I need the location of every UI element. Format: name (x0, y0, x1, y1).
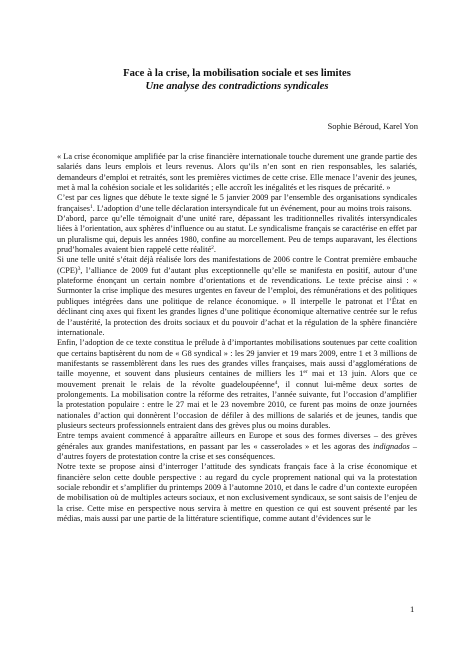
page-number: 1 (410, 604, 415, 614)
text-span: – d’autres foyers de protestation contre la crise et ses conséquences. (57, 441, 417, 461)
italic-term: indignados (372, 441, 410, 451)
text-span: Si une telle unité s’était déjà réalisée lors des manifestations de 2006 contre le Contrat première embauche (CPE) (57, 255, 417, 275)
paper-subtitle: Une analyse des contradictions syndicales (145, 81, 329, 92)
footnote-ref[interactable]: 1 (89, 203, 93, 210)
text-span: C’est par ces lignes que débute le texte signé le 5 janvier 2009 par l’ensemble des organisations syndicales françaises (57, 193, 417, 213)
paragraph: Notre texte se propose ainsi d’interroger l’attitude des syndicats français face à la crise économique et financière selon cette double perspective : au regard du cycle proprement national qui va la protestation sociale rebondir et s’amplifier du printemps 2009 à l’automne 2010, et dans le cadre d’un contexte européen de mobilisation où de multiples acteurs sociaux, et non exclusivement syndicaux, se sont saisis de l’enjeu de la crise. Cette mise en perspective nous servira à mettre en question ce qui est souvent présenté par les médias, mais aussi par une partie de la littérature scientifique, comme autant d’évidences sur le (57, 462, 417, 524)
text-span: , il connut lui-même deux sortes de prolongements. La mobilisation contre la réforme des retraites, l’année suivante, fut l’occasion d’amplifier la protestation populaire : entre le 27 mai et le 23 novembre 2010, ce furent pas moins de onze journées nationales d’action qui donnèrent l’occasion de défiler à des millions de salariés et de jeunes, tandis que plusieurs secteurs professionnels entraient dans des grèves plus ou moins durables. (57, 379, 417, 430)
text-span: . (213, 245, 216, 255)
authors: Sophie Béroud, Karel Yon (327, 121, 418, 131)
title-block (0, 67, 474, 93)
footnote-ref[interactable]: 2 (211, 245, 214, 252)
text-span: Entre temps avaient commencé à apparaître ailleurs en Europe et sous des formes diverses – des grèves générales aux grandes manifestations, en passant par les « casserolades » et les agoras des (57, 431, 417, 451)
text-span: , l’alliance de 2009 fut d’autant plus exceptionnelle qu’elle se manifesta en positif, autour d’une plateforme énonçant un certain nombre d’orientations et de revendications. Le texte précise ainsi : « Surmonter la crise implique des mesures urgentes en faveur de l’emploi, des rémunérations et des politiques publiques intégrées dans une politique de relance économique. » Il interpelle le patronat et l’État en déclinant cinq axes qui fixent les grandes lignes d’une politique économique alternative centrée sur le refus de l’austérité, la protection des droits sociaux et du pouvoir d’achat et la régulation de la sphère financière internationale. (57, 265, 417, 337)
body-text (57, 152, 417, 524)
ordinal-superscript: er (303, 369, 308, 376)
text-span: Enfin, l’adoption de ce texte constitua le prélude à d’importantes mobilisations soutenues par cette coalition que certains baptisèrent du nom de « G8 syndical » : les 29 janvier et 19 mars 2009, entre 1 et 3 millions de manifestants se rassemblèrent dans les rues des grandes villes françaises, mais aussi d’agglomérations de taille moyenne, et souvent dans plusieurs centaines de milliers les 1 (57, 338, 417, 379)
paragraph-quote: « La crise économique amplifiée par la crise financière internationale touche durement une grande partie des salariés dans leurs emplois et leurs revenus. Alors qu’ils n’en sont en rien responsables, les salariés, demandeurs d’emploi et retraités, sont les premières victimes de cette crise. Elle menace l’avenir des jeunes, met à mal la cohésion sociale et les solidarités ; elle accroît les inégalités et les risques de précarité. » (57, 152, 417, 193)
footnote-ref[interactable]: 4 (274, 379, 278, 386)
paragraph (57, 214, 417, 255)
footnote-ref[interactable]: 3 (77, 265, 81, 272)
paragraph (57, 338, 417, 431)
text-span: . L’adoption d’une telle déclaration intersyndicale fut un événement, pour au moins trois raisons. (92, 203, 412, 213)
paragraph (57, 255, 417, 338)
text-span: mai et 13 juin. Alors que ce mouvement prenait le relais de la révolte guadeloupéenne (57, 369, 417, 389)
paragraph (57, 193, 417, 214)
text-span: D’abord, parce qu’elle témoignait d’une unité rare, dépassant les traditionnelles rivalités intersyndicales liées à l’orientation, aux sphères d’influence ou au statut. Le syndicalisme français se caractérise en effet par un pluralisme qui, depuis les années 1980, confine au morcellement. Peu de temps auparavant, les élections prud’homales avaient bien rappelé cette réalité (57, 214, 417, 255)
paragraph (57, 431, 417, 462)
paper-title: Face à la crise, la mobilisation sociale et ses limites (123, 68, 351, 79)
